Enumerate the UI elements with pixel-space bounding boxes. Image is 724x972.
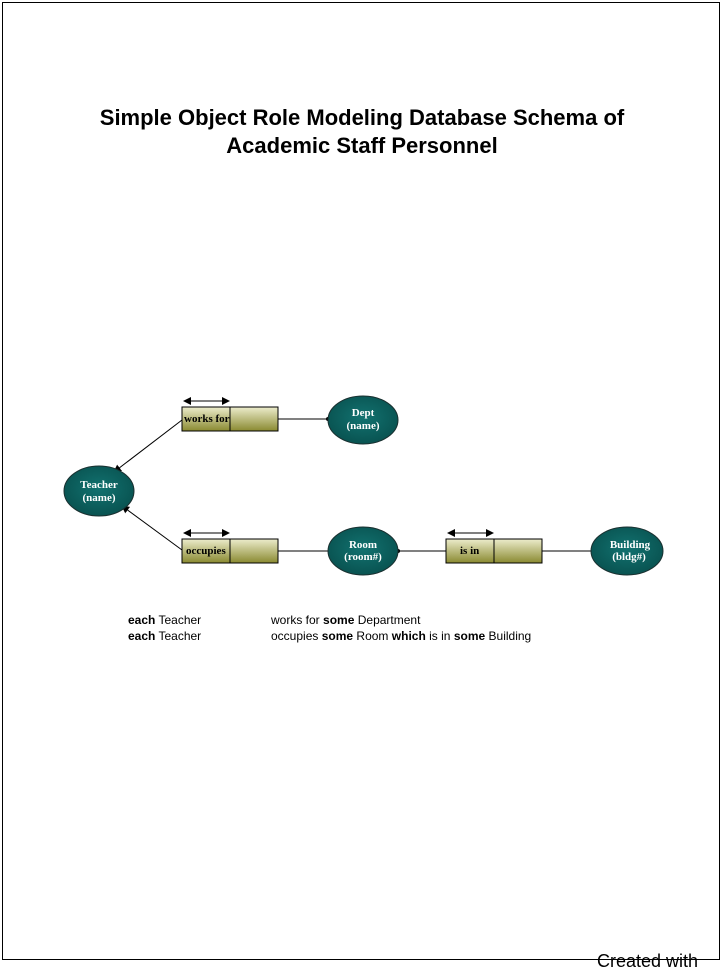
title-line-2: Academic Staff Personnel (226, 133, 498, 158)
object-type: Building (488, 629, 532, 643)
verbalization-row-1-predicate (271, 613, 420, 627)
keyword-which: which (391, 629, 426, 643)
predicate: is in (429, 629, 451, 643)
connector-teacher-occupies (122, 506, 182, 550)
role-box-right (230, 539, 278, 563)
object-type: Teacher (158, 613, 202, 627)
keyword-some: some (323, 613, 355, 627)
entity-ref: (bldg#) (612, 551, 646, 563)
entity-dept[interactable] (328, 396, 398, 444)
footer-credit: Created with (597, 951, 699, 971)
fact-works-for[interactable] (182, 407, 278, 431)
predicate: works for (271, 613, 320, 627)
object-type: Department (357, 613, 421, 627)
entity-name: Room (348, 539, 378, 551)
keyword-some: some (321, 629, 354, 643)
entity-building[interactable] (591, 527, 663, 575)
object-type: Room (356, 629, 389, 643)
verbalization-row-2-predicate (271, 629, 531, 643)
object-type: Teacher (158, 629, 202, 643)
role-box-right (494, 539, 542, 563)
fact-occupies[interactable] (182, 539, 278, 563)
entity-room[interactable] (328, 527, 398, 575)
fact-is-in[interactable] (446, 539, 542, 563)
keyword-some: some (453, 629, 486, 643)
entity-name: Building (609, 539, 651, 551)
fact-label-occupies: occupies (186, 545, 226, 557)
connector-teacher-worksfor (114, 420, 182, 472)
entity-ref: (name) (346, 420, 380, 432)
entity-name: Dept (351, 407, 375, 419)
fact-label-works-for: works for (184, 413, 230, 425)
keyword-each: each (128, 629, 156, 643)
entity-ref: (room#) (344, 551, 382, 563)
keyword-each: each (128, 613, 156, 627)
entity-name: Teacher (80, 479, 118, 491)
entity-ellipse (64, 466, 134, 516)
title-line-1: Simple Object Role Modeling Database Schema of (99, 105, 625, 130)
entity-teacher[interactable] (64, 466, 134, 516)
role-box-right (230, 407, 278, 431)
predicate: occupies (271, 629, 319, 643)
verbalization-row-2-subject (128, 629, 201, 643)
fact-label-is-in: is in (460, 545, 480, 557)
verbalization-row-1-subject (128, 613, 201, 627)
entity-ref: (name) (82, 492, 116, 504)
